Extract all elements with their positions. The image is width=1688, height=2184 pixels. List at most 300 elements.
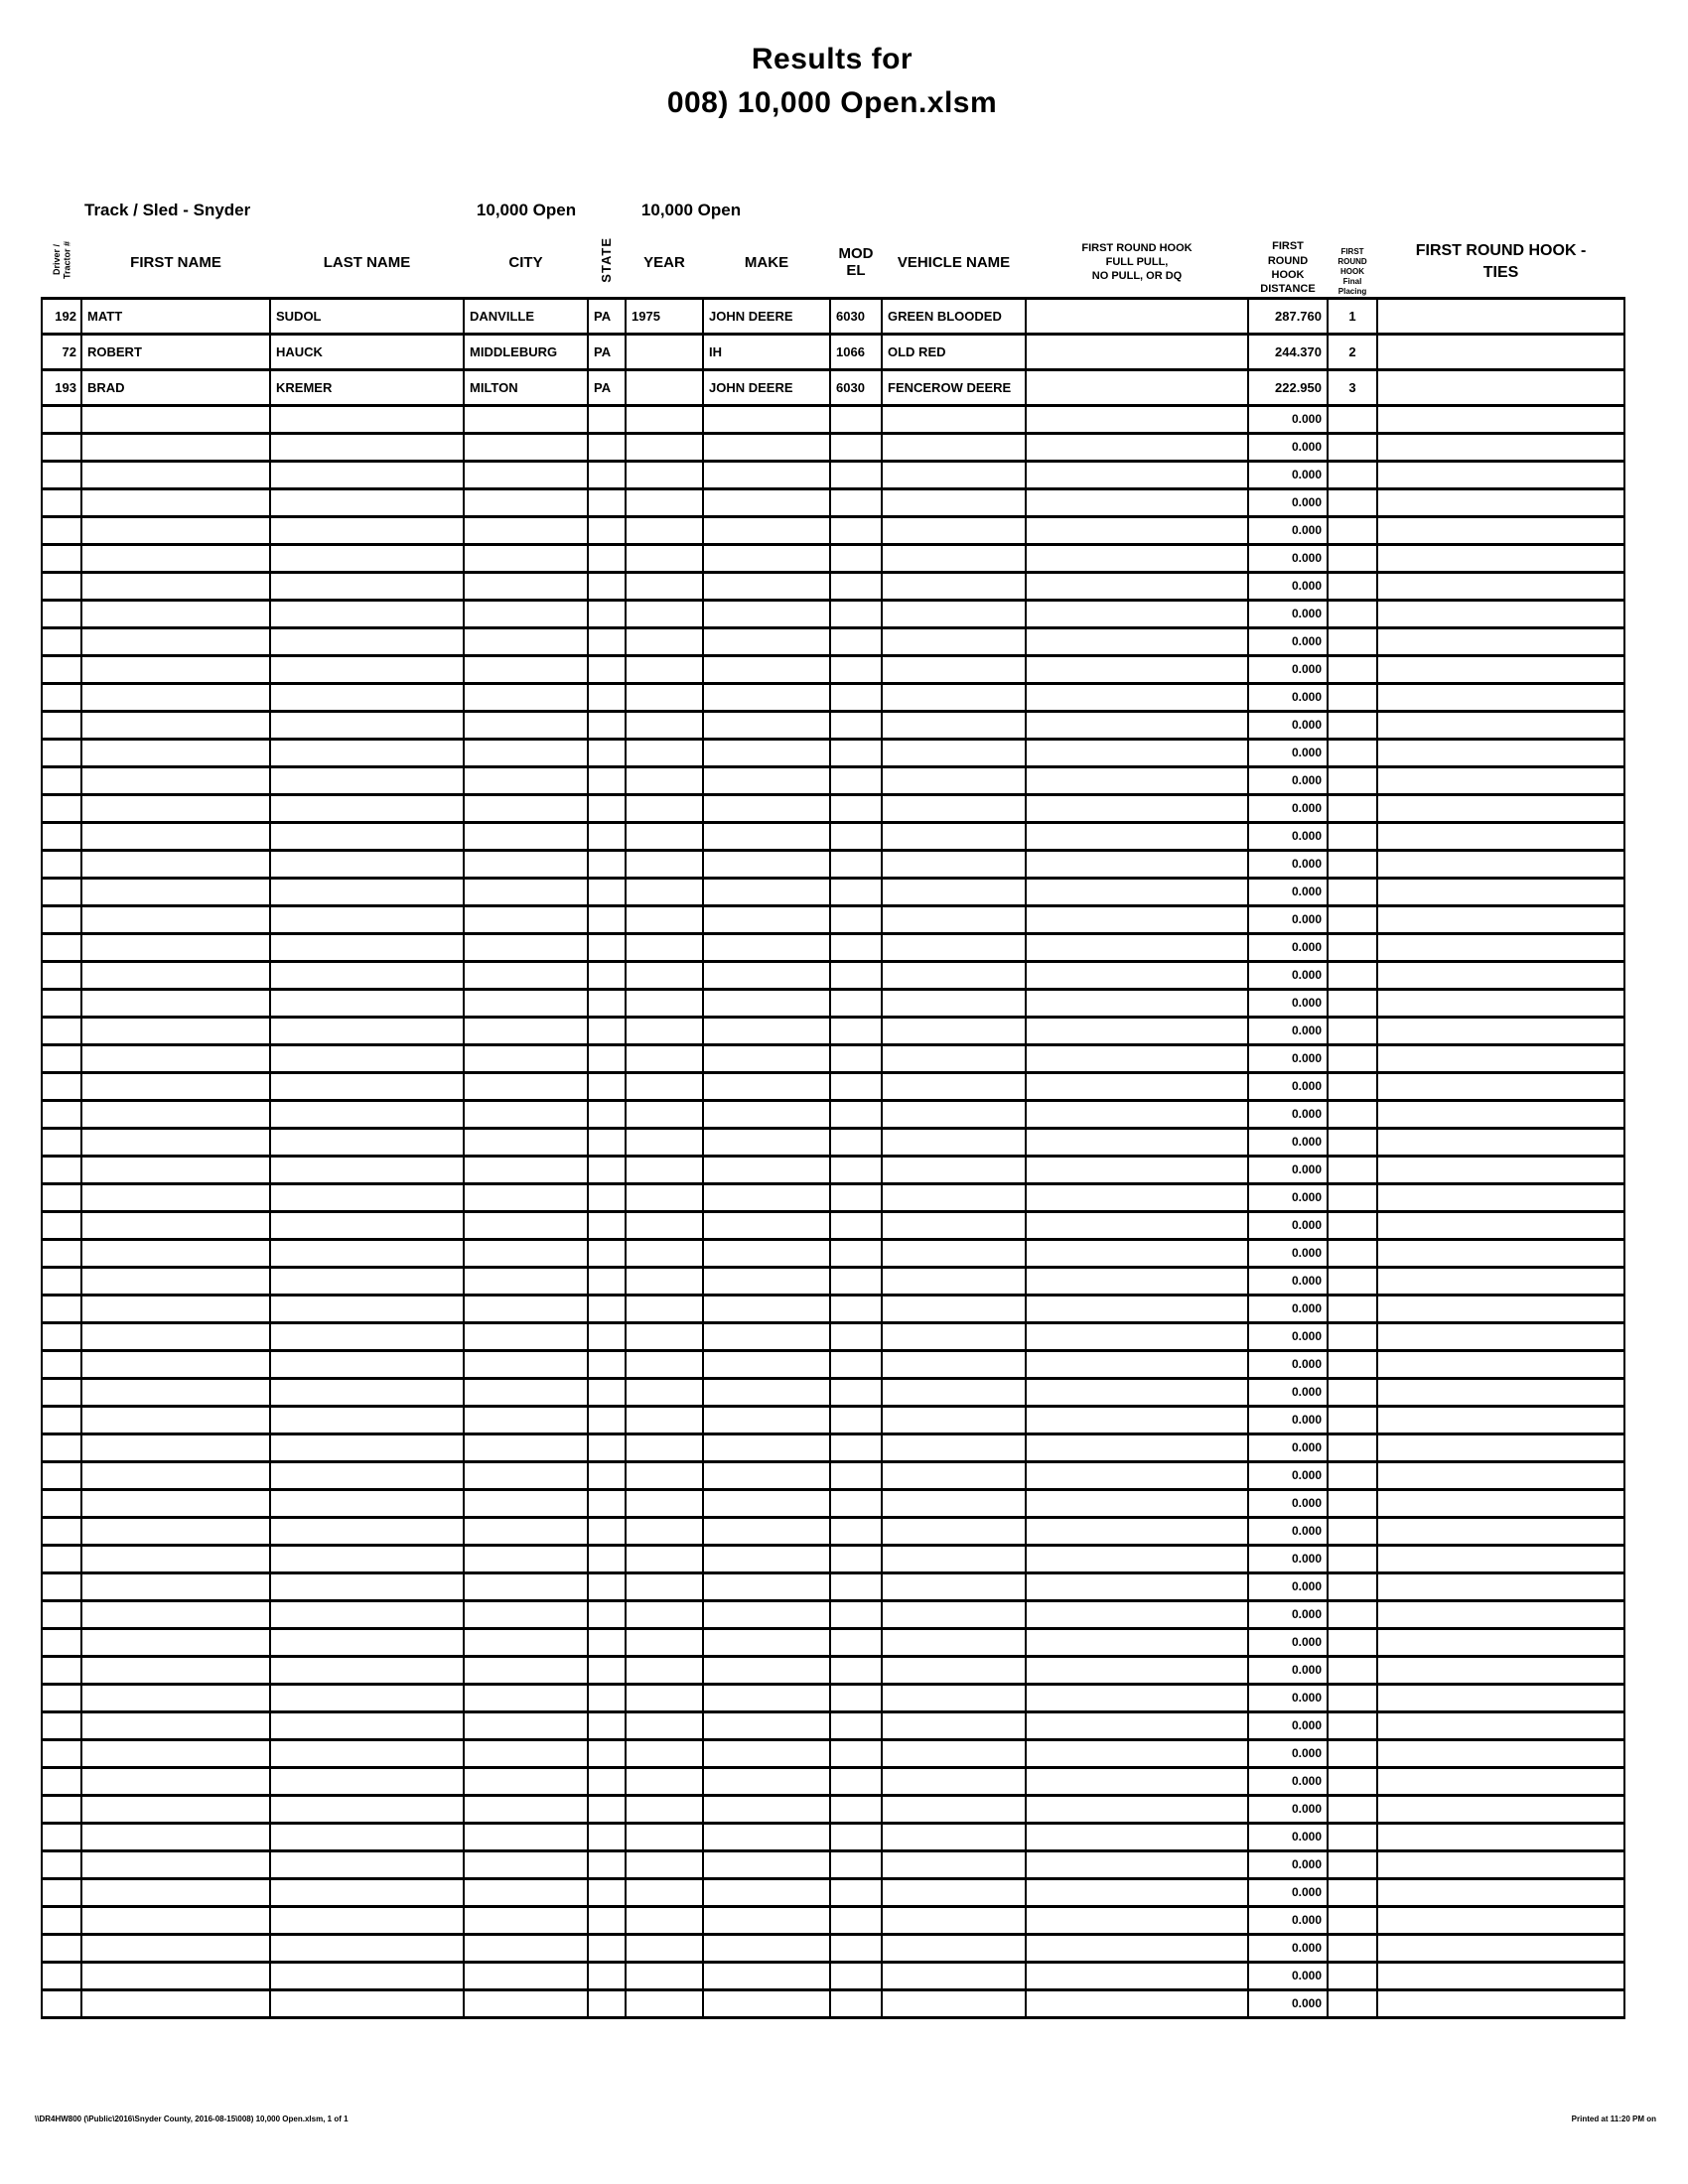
cell-hook-ties xyxy=(1377,334,1624,369)
cell-last-name xyxy=(270,1433,464,1461)
cell-city xyxy=(464,405,588,433)
cell-hook-distance: 0.000 xyxy=(1248,766,1328,794)
hook-distance-header-line2: ROUND xyxy=(1267,254,1309,267)
cell-driver-tractor-num xyxy=(42,1183,81,1211)
cell-hook-placing xyxy=(1328,1767,1377,1795)
cell-vehicle-name xyxy=(882,1572,1026,1600)
hook-placing-header-line1: FIRST xyxy=(1340,246,1364,256)
cell-hook-distance: 0.000 xyxy=(1248,1489,1328,1517)
cell-model xyxy=(830,1267,882,1295)
cell-last-name xyxy=(270,1183,464,1211)
empty-table-row xyxy=(42,739,1624,766)
cell-model xyxy=(830,1656,882,1684)
cell-state xyxy=(588,794,626,822)
cell-hook-distance: 0.000 xyxy=(1248,850,1328,878)
cell-year xyxy=(626,1934,703,1962)
cell-first-name xyxy=(81,1795,270,1823)
cell-hook-placing xyxy=(1328,1906,1377,1934)
cell-driver-tractor-num xyxy=(42,1433,81,1461)
empty-table-row xyxy=(42,572,1624,600)
cell-driver-tractor-num xyxy=(42,655,81,683)
empty-table-row xyxy=(42,544,1624,572)
cell-hook-result xyxy=(1026,794,1248,822)
cell-hook-distance: 0.000 xyxy=(1248,878,1328,905)
cell-hook-placing xyxy=(1328,627,1377,655)
cell-city xyxy=(464,1934,588,1962)
cell-hook-result xyxy=(1026,516,1248,544)
cell-last-name xyxy=(270,1267,464,1295)
cell-driver-tractor-num xyxy=(42,1072,81,1100)
cell-first-name xyxy=(81,1600,270,1628)
cell-make xyxy=(703,1183,830,1211)
cell-year xyxy=(626,544,703,572)
cell-hook-result xyxy=(1026,488,1248,516)
cell-driver-tractor-num xyxy=(42,1267,81,1295)
cell-hook-placing xyxy=(1328,1600,1377,1628)
cell-driver-tractor-num xyxy=(42,1461,81,1489)
empty-table-row xyxy=(42,516,1624,544)
cell-state xyxy=(588,1572,626,1600)
cell-model xyxy=(830,1628,882,1656)
cell-hook-ties xyxy=(1377,1572,1624,1600)
cell-make xyxy=(703,1934,830,1962)
cell-hook-result xyxy=(1026,1600,1248,1628)
cell-hook-result xyxy=(1026,1072,1248,1100)
cell-year xyxy=(626,905,703,933)
cell-state xyxy=(588,905,626,933)
cell-state xyxy=(588,544,626,572)
cell-hook-placing xyxy=(1328,933,1377,961)
cell-hook-placing xyxy=(1328,1295,1377,1322)
cell-state xyxy=(588,1295,626,1322)
cell-driver-tractor-num xyxy=(42,1878,81,1906)
cell-state xyxy=(588,1017,626,1044)
cell-hook-result xyxy=(1026,334,1248,369)
cell-hook-placing xyxy=(1328,1211,1377,1239)
cell-vehicle-name xyxy=(882,1072,1026,1100)
cell-model xyxy=(830,1044,882,1072)
cell-last-name xyxy=(270,1934,464,1962)
cell-state xyxy=(588,1711,626,1739)
cell-last-name xyxy=(270,1767,464,1795)
cell-first-name xyxy=(81,405,270,433)
cell-driver-tractor-num xyxy=(42,461,81,488)
empty-table-row xyxy=(42,822,1624,850)
cell-year xyxy=(626,739,703,766)
empty-table-row xyxy=(42,1906,1624,1934)
cell-hook-distance: 0.000 xyxy=(1248,1711,1328,1739)
col-header-make: MAKE xyxy=(744,253,789,271)
cell-make xyxy=(703,1906,830,1934)
cell-last-name xyxy=(270,1156,464,1183)
cell-last-name xyxy=(270,1489,464,1517)
cell-hook-ties xyxy=(1377,878,1624,905)
cell-model xyxy=(830,1211,882,1239)
cell-vehicle-name xyxy=(882,1795,1026,1823)
cell-make xyxy=(703,1350,830,1378)
cell-driver-tractor-num xyxy=(42,1211,81,1239)
cell-hook-placing xyxy=(1328,1545,1377,1572)
cell-city xyxy=(464,1128,588,1156)
cell-model xyxy=(830,1767,882,1795)
cell-model xyxy=(830,1600,882,1628)
cell-city xyxy=(464,1211,588,1239)
cell-driver-tractor-num xyxy=(42,794,81,822)
cell-hook-ties xyxy=(1377,1600,1624,1628)
empty-table-row xyxy=(42,1850,1624,1878)
cell-hook-ties xyxy=(1377,850,1624,878)
empty-table-row xyxy=(42,1600,1624,1628)
cell-city xyxy=(464,1795,588,1823)
cell-first-name: ROBERT xyxy=(81,334,270,369)
cell-vehicle-name xyxy=(882,1989,1026,2017)
cell-hook-ties xyxy=(1377,933,1624,961)
cell-make xyxy=(703,1711,830,1739)
cell-hook-ties xyxy=(1377,1850,1624,1878)
cell-model xyxy=(830,1433,882,1461)
cell-hook-placing xyxy=(1328,1267,1377,1295)
cell-last-name xyxy=(270,627,464,655)
cell-hook-result xyxy=(1026,711,1248,739)
cell-hook-ties xyxy=(1377,1267,1624,1295)
cell-first-name xyxy=(81,1322,270,1350)
cell-hook-ties xyxy=(1377,1322,1624,1350)
cell-hook-result xyxy=(1026,1739,1248,1767)
cell-state xyxy=(588,1795,626,1823)
cell-driver-tractor-num xyxy=(42,1406,81,1433)
cell-vehicle-name xyxy=(882,1378,1026,1406)
cell-driver-tractor-num xyxy=(42,1239,81,1267)
cell-last-name xyxy=(270,1044,464,1072)
cell-hook-result xyxy=(1026,1322,1248,1350)
empty-table-row xyxy=(42,1934,1624,1962)
cell-last-name xyxy=(270,1989,464,2017)
cell-hook-placing xyxy=(1328,1406,1377,1433)
title-line1: Results for xyxy=(751,43,914,75)
cell-hook-result xyxy=(1026,627,1248,655)
cell-year xyxy=(626,933,703,961)
cell-last-name xyxy=(270,572,464,600)
cell-hook-placing xyxy=(1328,1684,1377,1711)
cell-driver-tractor-num xyxy=(42,1711,81,1739)
cell-hook-distance: 0.000 xyxy=(1248,1295,1328,1322)
title-line2: 008) 10,000 Open.xlsm xyxy=(666,86,998,119)
cell-model xyxy=(830,1711,882,1739)
cell-hook-distance: 0.000 xyxy=(1248,1767,1328,1795)
cell-hook-placing xyxy=(1328,905,1377,933)
empty-table-row xyxy=(42,711,1624,739)
cell-city xyxy=(464,1878,588,1906)
cell-first-name xyxy=(81,1572,270,1600)
cell-last-name xyxy=(270,1711,464,1739)
cell-state xyxy=(588,711,626,739)
cell-make xyxy=(703,1989,830,2017)
state-header-text: STATE xyxy=(598,236,614,283)
cell-hook-result xyxy=(1026,1156,1248,1183)
cell-make xyxy=(703,1656,830,1684)
cell-hook-placing xyxy=(1328,739,1377,766)
cell-city xyxy=(464,516,588,544)
cell-hook-distance: 0.000 xyxy=(1248,1267,1328,1295)
cell-model xyxy=(830,516,882,544)
col-header-hook-distance xyxy=(1248,228,1328,298)
cell-driver-tractor-num xyxy=(42,1906,81,1934)
cell-make xyxy=(703,1489,830,1517)
cell-model xyxy=(830,1017,882,1044)
cell-model xyxy=(830,1183,882,1211)
col-header-hook-placing xyxy=(1328,228,1377,298)
cell-hook-placing xyxy=(1328,683,1377,711)
empty-table-row xyxy=(42,1656,1624,1684)
cell-last-name xyxy=(270,989,464,1017)
cell-year xyxy=(626,1823,703,1850)
cell-first-name xyxy=(81,1545,270,1572)
cell-city xyxy=(464,961,588,989)
cell-vehicle-name xyxy=(882,1322,1026,1350)
empty-table-row xyxy=(42,1461,1624,1489)
cell-state xyxy=(588,1267,626,1295)
cell-city xyxy=(464,544,588,572)
cell-driver-tractor-num xyxy=(42,683,81,711)
cell-hook-result xyxy=(1026,1267,1248,1295)
cell-year xyxy=(626,1128,703,1156)
cell-first-name xyxy=(81,1461,270,1489)
cell-make xyxy=(703,1295,830,1322)
cell-model xyxy=(830,1128,882,1156)
cell-hook-ties xyxy=(1377,516,1624,544)
cell-year xyxy=(626,878,703,905)
cell-model xyxy=(830,1934,882,1962)
empty-table-row xyxy=(42,1378,1624,1406)
cell-first-name xyxy=(81,822,270,850)
cell-last-name xyxy=(270,1461,464,1489)
cell-hook-placing xyxy=(1328,405,1377,433)
cell-hook-result xyxy=(1026,1406,1248,1433)
cell-hook-ties xyxy=(1377,1044,1624,1072)
cell-hook-placing xyxy=(1328,711,1377,739)
cell-driver-tractor-num: 193 xyxy=(42,369,81,405)
cell-city xyxy=(464,461,588,488)
cell-driver-tractor-num xyxy=(42,1795,81,1823)
cell-state xyxy=(588,1684,626,1711)
cell-city xyxy=(464,878,588,905)
cell-hook-result xyxy=(1026,1378,1248,1406)
hook-distance-header-line1: FIRST xyxy=(1272,240,1304,253)
cell-hook-result xyxy=(1026,1878,1248,1906)
cell-hook-ties xyxy=(1377,298,1624,334)
cell-year xyxy=(626,369,703,405)
cell-model xyxy=(830,544,882,572)
cell-model xyxy=(830,1739,882,1767)
cell-driver-tractor-num xyxy=(42,433,81,461)
cell-model xyxy=(830,1878,882,1906)
cell-state xyxy=(588,627,626,655)
cell-city: MIDDLEBURG xyxy=(464,334,588,369)
cell-hook-result xyxy=(1026,1711,1248,1739)
cell-year xyxy=(626,1156,703,1183)
cell-make xyxy=(703,1795,830,1823)
cell-city xyxy=(464,1767,588,1795)
cell-hook-ties xyxy=(1377,683,1624,711)
empty-table-row xyxy=(42,405,1624,433)
cell-city xyxy=(464,1322,588,1350)
cell-driver-tractor-num xyxy=(42,1378,81,1406)
cell-hook-distance: 0.000 xyxy=(1248,1461,1328,1489)
cell-hook-distance: 0.000 xyxy=(1248,433,1328,461)
cell-hook-placing xyxy=(1328,1878,1377,1906)
cell-driver-tractor-num xyxy=(42,822,81,850)
col-header-hook-result xyxy=(1026,228,1248,298)
cell-hook-result xyxy=(1026,1489,1248,1517)
cell-last-name xyxy=(270,1823,464,1850)
cell-state: PA xyxy=(588,334,626,369)
cell-hook-ties xyxy=(1377,488,1624,516)
col-header-vehicle-name: VEHICLE NAME xyxy=(897,253,1011,271)
cell-model xyxy=(830,1489,882,1517)
cell-vehicle-name xyxy=(882,1739,1026,1767)
cell-hook-result xyxy=(1026,655,1248,683)
cell-hook-distance: 0.000 xyxy=(1248,1545,1328,1572)
cell-driver-tractor-num xyxy=(42,850,81,878)
cell-city xyxy=(464,1072,588,1100)
empty-table-row xyxy=(42,1711,1624,1739)
cell-hook-ties xyxy=(1377,1739,1624,1767)
cell-make xyxy=(703,1267,830,1295)
cell-hook-distance: 0.000 xyxy=(1248,1850,1328,1878)
empty-table-row xyxy=(42,1044,1624,1072)
cell-year xyxy=(626,1322,703,1350)
cell-hook-placing xyxy=(1328,572,1377,600)
cell-hook-placing xyxy=(1328,1795,1377,1823)
cell-hook-placing xyxy=(1328,1461,1377,1489)
cell-hook-ties xyxy=(1377,794,1624,822)
cell-year xyxy=(626,1572,703,1600)
cell-last-name xyxy=(270,516,464,544)
cell-state xyxy=(588,405,626,433)
cell-year xyxy=(626,1461,703,1489)
cell-state xyxy=(588,1906,626,1934)
cell-hook-distance: 0.000 xyxy=(1248,794,1328,822)
cell-hook-result xyxy=(1026,544,1248,572)
cell-year xyxy=(626,989,703,1017)
cell-model xyxy=(830,488,882,516)
driver-header-line2: Tractor # xyxy=(62,240,71,279)
cell-vehicle-name xyxy=(882,1267,1026,1295)
empty-table-row xyxy=(42,794,1624,822)
cell-state xyxy=(588,1156,626,1183)
cell-hook-ties xyxy=(1377,1545,1624,1572)
cell-city xyxy=(464,933,588,961)
cell-last-name xyxy=(270,1517,464,1545)
cell-model xyxy=(830,627,882,655)
cell-hook-result xyxy=(1026,1684,1248,1711)
cell-hook-ties xyxy=(1377,1461,1624,1489)
footer-file-path: \\DR4HW800 (\Public\2016\Snyder County, 2016-08-15\008) 10,000 Open.xlsm, 1 of 1 xyxy=(35,2115,349,2123)
cell-hook-placing xyxy=(1328,766,1377,794)
cell-hook-ties xyxy=(1377,1684,1624,1711)
cell-last-name xyxy=(270,878,464,905)
cell-hook-result xyxy=(1026,1823,1248,1850)
cell-first-name xyxy=(81,1823,270,1850)
cell-hook-result xyxy=(1026,1962,1248,1989)
empty-table-row xyxy=(42,1433,1624,1461)
cell-model xyxy=(830,433,882,461)
cell-driver-tractor-num xyxy=(42,1767,81,1795)
cell-make xyxy=(703,1461,830,1489)
cell-vehicle-name: OLD RED xyxy=(882,334,1026,369)
cell-state xyxy=(588,739,626,766)
cell-vehicle-name xyxy=(882,516,1026,544)
cell-hook-distance: 0.000 xyxy=(1248,739,1328,766)
cell-city xyxy=(464,488,588,516)
cell-last-name: HAUCK xyxy=(270,334,464,369)
cell-hook-placing xyxy=(1328,1934,1377,1962)
cell-hook-distance: 244.370 xyxy=(1248,334,1328,369)
hook-placing-header-line3: HOOK xyxy=(1340,266,1364,276)
cell-first-name xyxy=(81,850,270,878)
cell-hook-distance: 0.000 xyxy=(1248,1517,1328,1545)
cell-vehicle-name xyxy=(882,878,1026,905)
cell-hook-placing xyxy=(1328,1656,1377,1684)
cell-make xyxy=(703,1100,830,1128)
cell-year xyxy=(626,516,703,544)
cell-hook-distance: 0.000 xyxy=(1248,1739,1328,1767)
cell-vehicle-name xyxy=(882,1711,1026,1739)
empty-table-row xyxy=(42,683,1624,711)
cell-vehicle-name xyxy=(882,1962,1026,1989)
cell-driver-tractor-num xyxy=(42,600,81,627)
cell-model xyxy=(830,1156,882,1183)
cell-make xyxy=(703,1044,830,1072)
cell-hook-distance: 0.000 xyxy=(1248,1017,1328,1044)
empty-table-row xyxy=(42,1962,1624,1989)
cell-hook-result xyxy=(1026,1239,1248,1267)
cell-hook-placing xyxy=(1328,488,1377,516)
cell-city xyxy=(464,905,588,933)
col-header-driver-tractor xyxy=(42,228,81,298)
cell-vehicle-name xyxy=(882,627,1026,655)
cell-vehicle-name xyxy=(882,544,1026,572)
cell-hook-placing xyxy=(1328,1489,1377,1517)
cell-hook-placing xyxy=(1328,1017,1377,1044)
cell-make: JOHN DEERE xyxy=(703,298,830,334)
cell-year xyxy=(626,1628,703,1656)
cell-hook-distance: 0.000 xyxy=(1248,1378,1328,1406)
cell-state xyxy=(588,600,626,627)
cell-state xyxy=(588,1545,626,1572)
cell-driver-tractor-num xyxy=(42,1934,81,1962)
cell-hook-result xyxy=(1026,1989,1248,2017)
cell-vehicle-name xyxy=(882,905,1026,933)
cell-city xyxy=(464,1545,588,1572)
cell-first-name xyxy=(81,933,270,961)
cell-hook-placing xyxy=(1328,461,1377,488)
cell-vehicle-name xyxy=(882,989,1026,1017)
cell-vehicle-name xyxy=(882,1906,1026,1934)
cell-vehicle-name xyxy=(882,711,1026,739)
cell-year xyxy=(626,405,703,433)
cell-hook-result xyxy=(1026,1295,1248,1322)
cell-city xyxy=(464,1183,588,1211)
cell-last-name xyxy=(270,711,464,739)
cell-year xyxy=(626,1017,703,1044)
cell-first-name xyxy=(81,1433,270,1461)
cell-state xyxy=(588,1517,626,1545)
cell-vehicle-name xyxy=(882,1239,1026,1267)
cell-hook-placing xyxy=(1328,544,1377,572)
cell-hook-ties xyxy=(1377,461,1624,488)
cell-city xyxy=(464,1406,588,1433)
